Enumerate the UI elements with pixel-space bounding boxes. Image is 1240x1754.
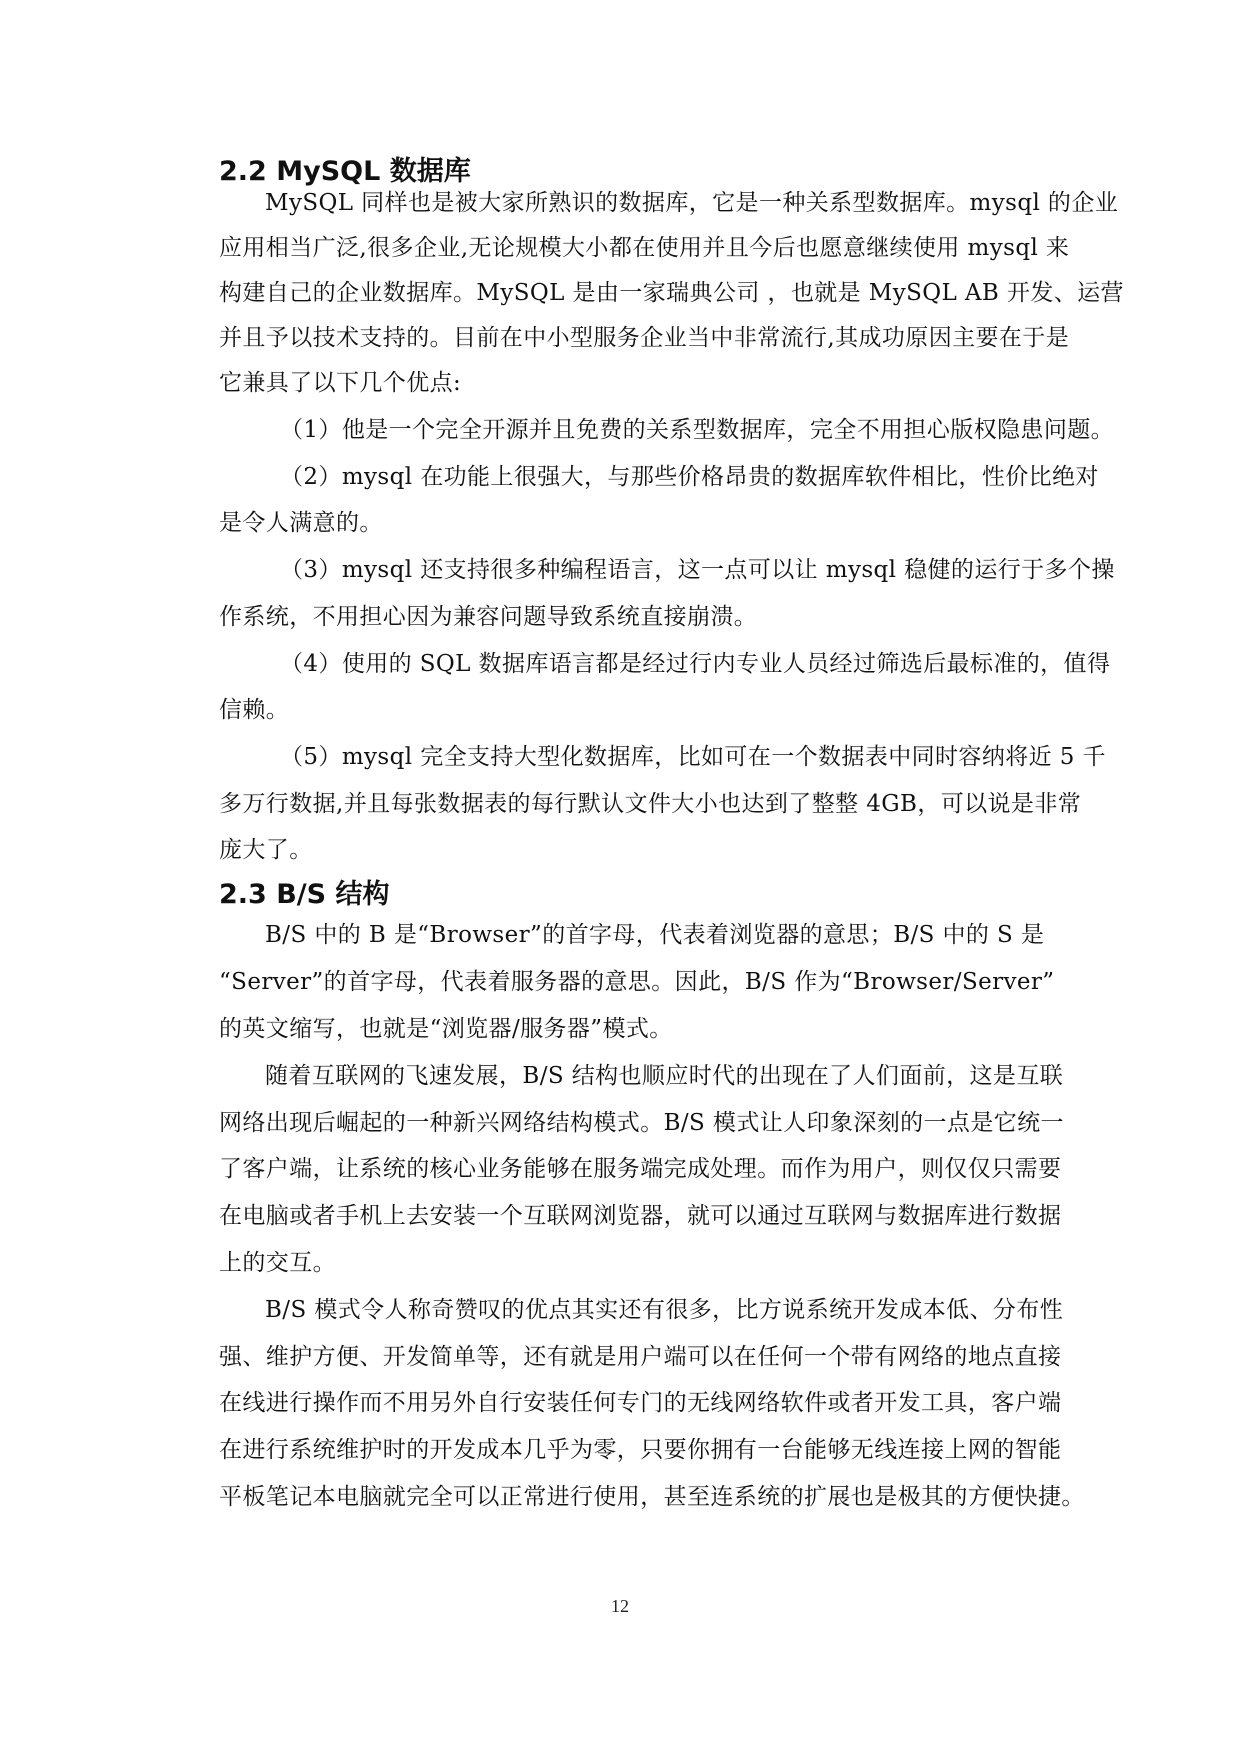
list-item-advantage-4: （4）使用的 SQL 数据库语言都是经过行内专业人员经过筛选后最标准的，值得 [280,651,1111,677]
paragraph-line: 应用相当广泛,很多企业,无论规模大小都在使用并且今后也愿意继续使用 mysql 来 [219,235,1070,261]
paragraph-line: B/S 模式令人称奇赞叹的优点其实还有很多，比方说系统开发成本低、分布性 [265,1297,1064,1323]
list-item-continuation: 多万行数据,并且每张数据表的每行默认文件大小也达到了整整 4GB，可以说是非常 [219,791,1082,817]
paragraph-line: 在进行系统维护时的开发成本几乎为零，只要你拥有一台能够无线连接上网的智能 [219,1437,1062,1463]
paragraph-line: 随着互联网的飞速发展，B/S 结构也顺应时代的出现在了人们面前，这是互联 [265,1063,1064,1089]
list-item-continuation: 作系统，不用担心因为兼容问题导致系统直接崩溃。 [219,604,758,630]
section-heading-mysql: 2.2 MySQL 数据库 [219,156,471,187]
paragraph-line: 它兼具了以下几个优点: [219,370,462,396]
paragraph-line: 的英文缩写，也就是“浏览器/服务器”模式。 [219,1016,673,1042]
paragraph-line: 在电脑或者手机上去安装一个互联网浏览器，就可以通过互联网与数据库进行数据 [219,1203,1062,1229]
list-item-continuation: 信赖。 [219,697,290,723]
page-number: 12 [611,1596,629,1616]
list-item-advantage-3: （3）mysql 还支持很多种编程语言，这一点可以让 mysql 稳健的运行于多个操 [280,557,1115,583]
paragraph-line: 在线进行操作而不用另外自行安装任何专门的无线网络软件或者开发工具，客户端 [219,1390,1062,1416]
list-item-continuation: 是令人满意的。 [219,510,383,536]
paragraph-line: 平板笔记本电脑就完全可以正常进行使用，甚至连系统的扩展也是极其的方便快捷。 [219,1484,1085,1510]
list-item-advantage-5: （5）mysql 完全支持大型化数据库，比如可在一个数据表中同时容纳将近 5 千 [280,744,1106,770]
list-item-continuation: 庞大了。 [219,837,313,863]
paragraph-line: 强、维护方便、开发简单等，还有就是用户端可以在任何一个带有网络的地点直接 [219,1344,1062,1370]
list-item-advantage-1: （1）他是一个完全开源并且免费的关系型数据库，完全不用担心版权隐患问题。 [280,417,1115,443]
paragraph-line: MySQL 同样也是被大家所熟识的数据库，它是一种关系型数据库。mysql 的企业 [265,190,1119,216]
section-heading-bs: 2.3 B/S 结构 [219,879,390,910]
paragraph-line: 了客户端，让系统的核心业务能够在服务端完成处理。而作为用户，则仅仅只需要 [219,1156,1062,1182]
list-item-advantage-2: （2）mysql 在功能上很强大，与那些价格昂贵的数据库软件相比，性价比绝对 [280,464,1099,490]
paragraph-line: 网络出现后崛起的一种新兴网络结构模式。B/S 模式让人印象深刻的一点是它统一 [219,1110,1064,1136]
paragraph-line: 并且予以技术支持的。目前在中小型服务企业当中非常流行,其成功原因主要在于是 [219,325,1070,351]
paragraph-line: B/S 中的 B 是“Browser”的首字母，代表着浏览器的意思；B/S 中的 S 是 [265,922,1045,948]
paragraph-line: 上的交互。 [219,1250,336,1276]
paragraph-line: 构建自己的企业数据库。MySQL 是由一家瑞典公司 ，也就是 MySQL AB 开发、运营 [219,280,1124,306]
paragraph-line: “Server”的首字母，代表着服务器的意思。因此，B/S 作为“Browser/Server” [219,969,1055,995]
